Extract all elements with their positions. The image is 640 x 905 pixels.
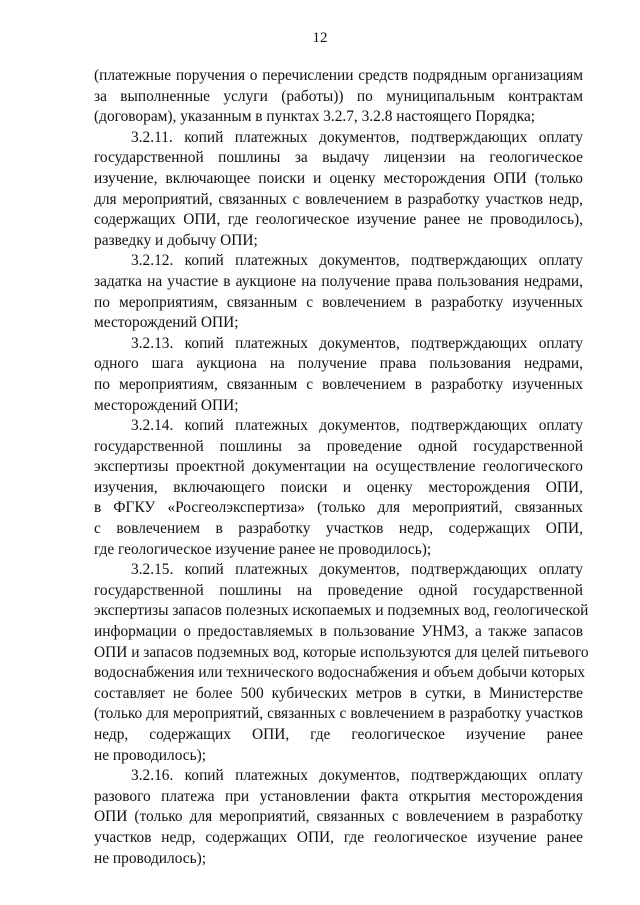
text-line: содержащих ОПИ, где геологическое изучение ранее не проводилось), (94, 211, 583, 229)
text-line: изучение, включающее поиски и оценку месторождения ОПИ (только (94, 169, 583, 187)
text-line: 3.2.11. копий платежных документов, подтверждающих оплату (131, 128, 583, 146)
text-line: водоснабжения или технического водоснабжения и объем добычи которых (94, 664, 586, 682)
text-line: (договорам), указанным в пунктах 3.2.7, 3.2.8 настоящего Порядка; (94, 108, 536, 126)
text-line: государственной пошлины за выдачу лицензии на геологическое (94, 149, 583, 167)
text-line: ОПИ (только для мероприятий, связанных с вовлечением в разработку (94, 808, 583, 826)
text-line: где геологическое изучение ранее не проводилось); (94, 540, 432, 558)
text-line: (только для мероприятий, связанных с вовлечением в разработку участков (94, 705, 583, 723)
text-line: месторождений ОПИ; (94, 314, 239, 332)
text-line: 3.2.16. копий платежных документов, подтверждающих оплату (131, 767, 583, 785)
text-line: экспертизы запасов полезных ископаемых и подземных вод, геологической (94, 602, 589, 620)
text-line: по мероприятиям, связанным с вовлечением в разработку изученных (94, 293, 583, 311)
text-line: по мероприятиям, связанным с вовлечением в разработку изученных (94, 375, 583, 393)
text-line: недр, содержащих ОПИ, где геологическое изучение ранее (94, 726, 583, 743)
text-line: 3.2.12. копий платежных документов, подтверждающих оплату (131, 252, 583, 270)
text-line: государственной пошлины на проведение одной государственной (94, 581, 583, 599)
text-line: задатка на участие в аукционе на получение права пользования недрами, (94, 272, 583, 290)
text-line: составляет не более 500 кубических метров в сутки, в Министерстве (94, 684, 583, 702)
text-line: с вовлечением в разработку участков недр, содержащих ОПИ, (94, 520, 583, 538)
text-line: не проводилось); (94, 849, 207, 867)
text-line: разового платежа при установлении факта открытия месторождения (94, 787, 583, 805)
text-line: (платежные поручения о перечислении средств подрядным организациям (94, 67, 583, 84)
text-line: 3.2.15. копий платежных документов, подтверждающих оплату (131, 561, 583, 579)
text-line: ОПИ и запасов подземных вод, которые используются для целей питьевого (94, 643, 589, 661)
text-line: за выполненные услуги (работы)) по муниципальным контрактам (94, 87, 583, 105)
text-line: для мероприятий, связанных с вовлечением в разработку участков недр, (94, 190, 583, 208)
text-line: участков недр, содержащих ОПИ, где геологическое изучение ранее (94, 828, 583, 846)
text-line: в ФГКУ «Росгеолэкспертиза» (только для мероприятий, связанных (94, 499, 583, 517)
text-line: одного шага аукциона на получение права пользования недрами, (94, 355, 583, 373)
text-line: месторождений ОПИ; (94, 396, 239, 414)
text-line: государственной пошлины за проведение одной государственной (94, 437, 583, 455)
text-line: не проводилось); (94, 746, 207, 764)
page-number: 12 (312, 30, 328, 46)
body-text (94, 66, 589, 869)
text-line: информации о предоставляемых в пользование УНМЗ, а также запасов (94, 623, 583, 641)
text-line: изучения, включающего поиски и оценку месторождения ОПИ, (94, 478, 583, 496)
text-line: экспертизы проектной документации на осуществление геологического (94, 458, 583, 476)
text-line: 3.2.14. копий платежных документов, подтверждающих оплату (131, 417, 583, 435)
text-line: 3.2.13. копий платежных документов, подтверждающих оплату (131, 334, 583, 352)
text-line: разведку и добычу ОПИ; (94, 231, 258, 249)
